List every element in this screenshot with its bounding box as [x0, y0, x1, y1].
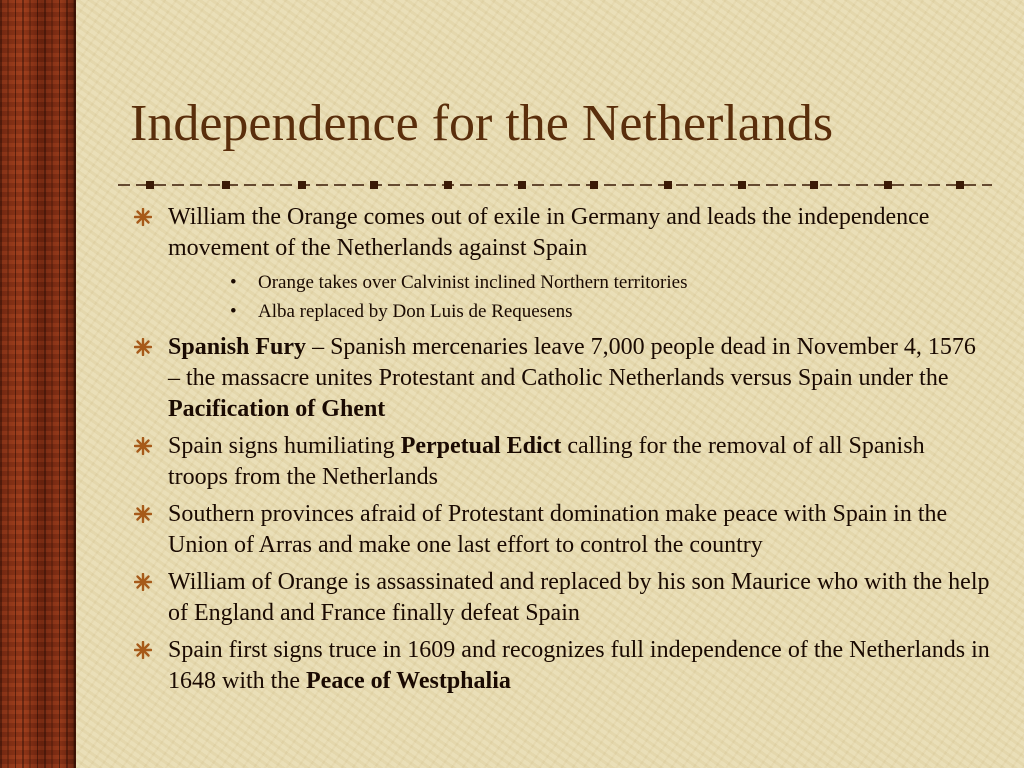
bold-term: Pacification of Ghent — [168, 396, 386, 422]
bold-term: Peace of Westphalia — [306, 668, 511, 694]
bullet-item — [130, 635, 990, 697]
sub-bullet-item — [220, 297, 990, 326]
sub-bullet-item — [220, 268, 990, 297]
bullet-item — [130, 431, 990, 493]
bullet-text: William of Orange is assassinated and replaced by his son Maurice who with the help of England and France finally defeat Spain — [168, 569, 990, 626]
bold-term: Perpetual Edict — [400, 433, 562, 459]
wood-texture-panel — [0, 0, 76, 768]
star-bullet-icon — [134, 573, 152, 591]
sub-bullet-text: Orange takes over Calvinist inclined Northern territories — [258, 272, 688, 293]
bullet-text: Spain first signs truce in 1609 and recognizes full independence of the Netherlands in 1648 with the — [168, 637, 990, 694]
bullet-text: calling for the removal of all Spanish troops from the Netherlands — [168, 433, 925, 490]
star-bullet-icon — [134, 437, 152, 455]
bold-term: Spanish Fury — [168, 334, 307, 360]
star-bullet-icon — [134, 338, 152, 356]
bullet-text: William the Orange comes out of exile in Germany and leads the independence movement of the Netherlands against Spain — [168, 204, 930, 261]
star-bullet-icon — [134, 208, 152, 226]
sub-bullet-text: Alba replaced by Don Luis de Requesens — [258, 301, 573, 322]
dot-bullet-icon: • — [230, 272, 237, 293]
bullet-list — [130, 202, 990, 703]
bullet-item — [130, 202, 990, 326]
dot-bullet-icon: • — [230, 301, 237, 322]
star-bullet-icon — [134, 641, 152, 659]
bullet-item — [130, 499, 990, 561]
bullet-text: Southern provinces afraid of Protestant domination make peace with Spain in the Union of Arras and make one last effort to control the country — [168, 501, 948, 558]
slide-title: Independence for the Netherlands — [130, 95, 834, 152]
bullet-item — [130, 567, 990, 629]
sub-bullet-list — [168, 268, 990, 326]
star-bullet-icon — [134, 505, 152, 523]
title-divider — [118, 177, 998, 193]
bullet-text: Spain signs humiliating — [168, 433, 401, 459]
bullet-item — [130, 332, 990, 425]
bullet-text: – Spanish mercenaries leave 7,000 people dead in November 4, 1576 – the massacre unites Protestant and Catholic Netherlands versus Spain under the — [168, 334, 976, 391]
